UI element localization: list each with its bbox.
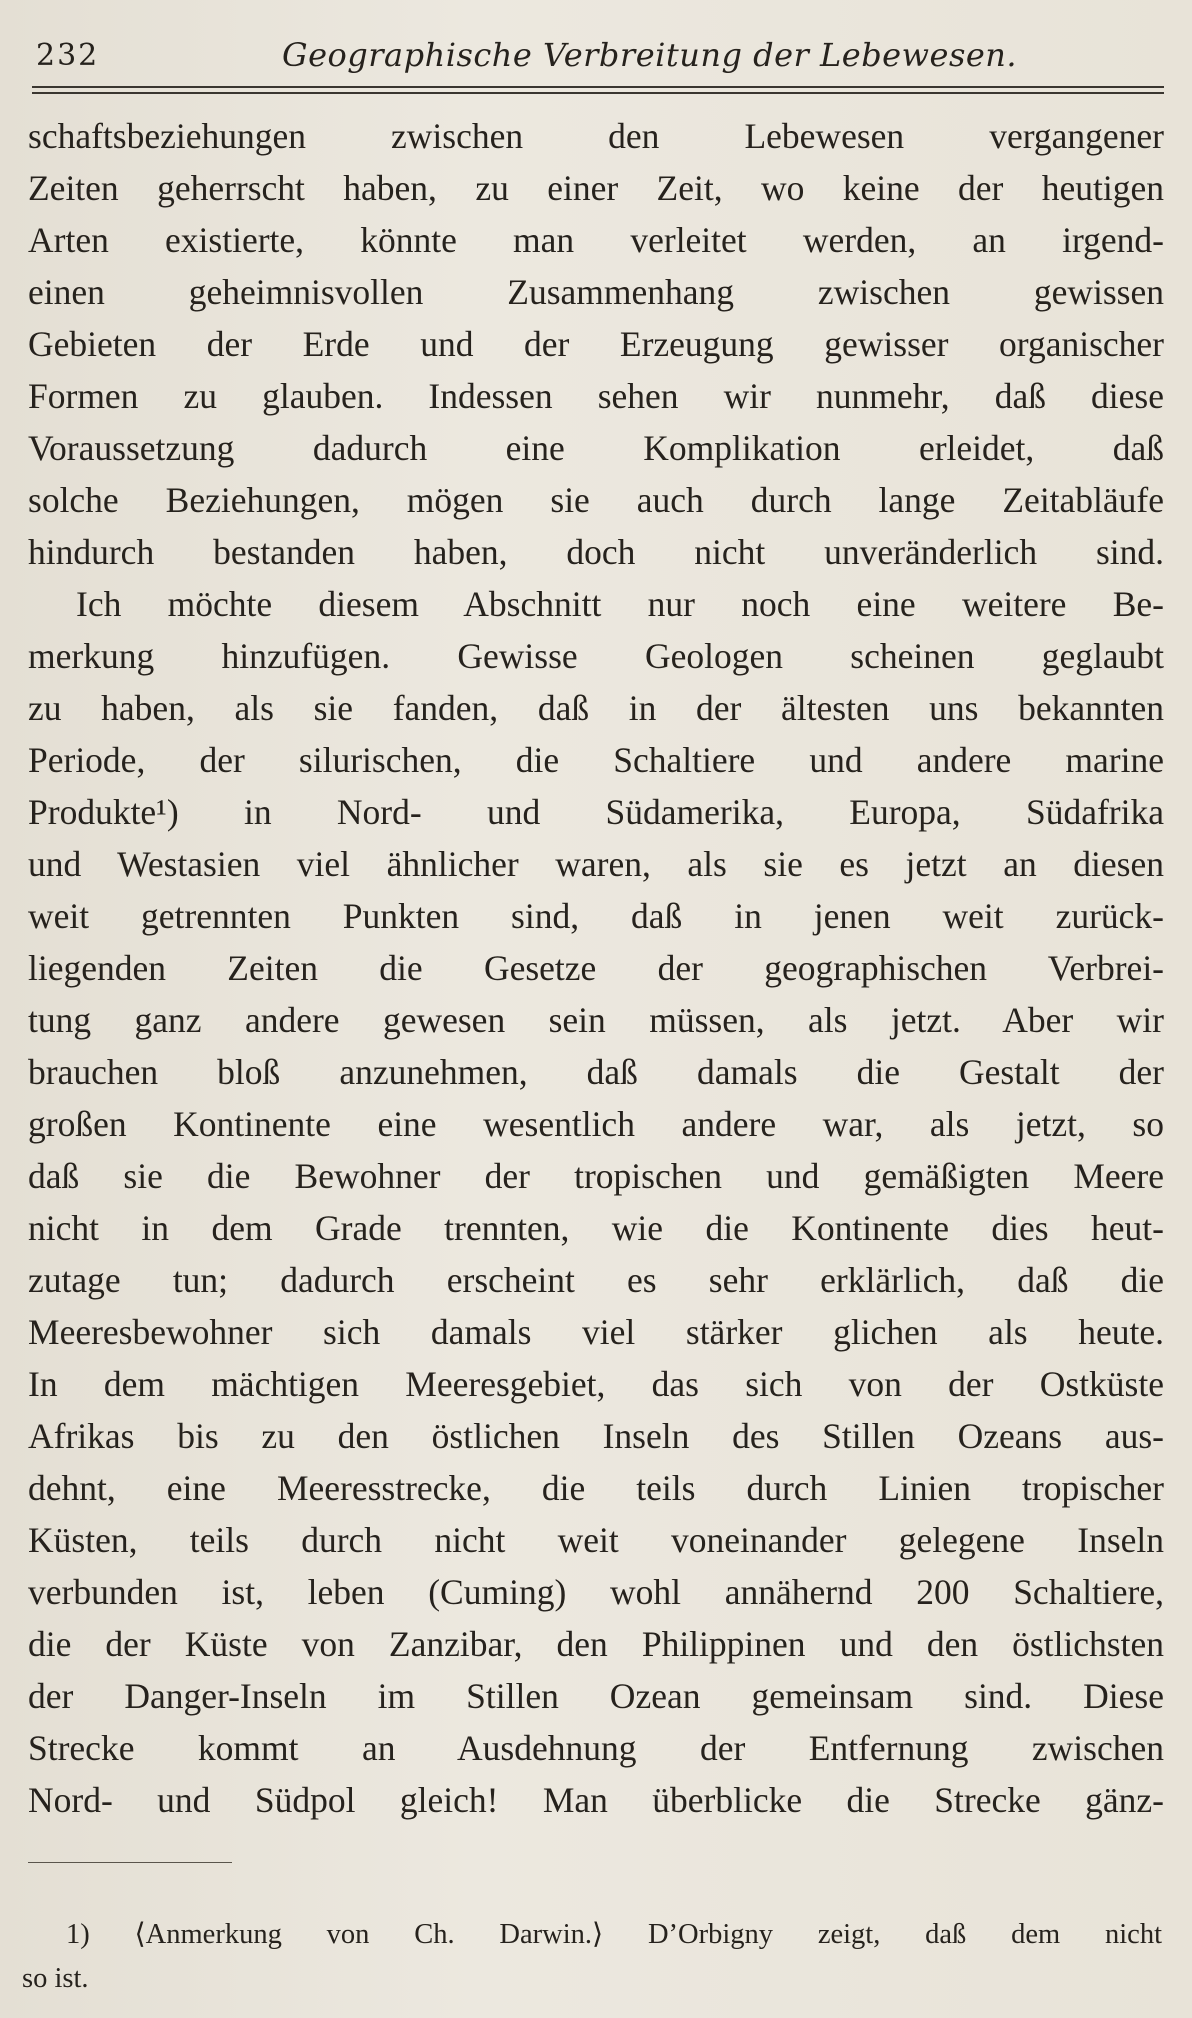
text-line: Afrikas bis zu den östlichen Inseln des Stillen Ozeans aus- <box>28 1416 1164 1456</box>
text-line: solche Beziehungen, mögen sie auch durch lange Zeitabläufe <box>28 480 1164 520</box>
running-title: Geographische Verbreitung der Lebewesen. <box>282 36 1018 74</box>
footnotes <box>22 1913 1162 2001</box>
text-line: verbunden ist, leben (Cuming) wohl annähernd 200 Schaltiere, <box>28 1572 1164 1612</box>
header-rule-top <box>32 86 1164 88</box>
text-line: der Danger-Inseln im Stillen Ozean gemeinsam sind. Diese <box>28 1676 1164 1716</box>
text-line: zu haben, als sie fanden, daß in der ältesten uns bekannten <box>28 688 1164 728</box>
text-line: Zeiten geherrscht haben, zu einer Zeit, wo keine der heutigen <box>28 168 1164 208</box>
text-line: In dem mächtigen Meeresgebiet, das sich von der Ostküste <box>28 1364 1164 1404</box>
body-text <box>28 110 1164 1826</box>
text-line: merkung hinzufügen. Gewisse Geologen scheinen geglaubt <box>28 636 1164 676</box>
text-line: weit getrennten Punkten sind, daß in jenen weit zurück- <box>28 896 1164 936</box>
text-line: einen geheimnisvollen Zusammenhang zwischen gewissen <box>28 272 1164 312</box>
text-line: brauchen bloß anzunehmen, daß damals die Gestalt der <box>28 1052 1164 1092</box>
text-line: zutage tun; dadurch erscheint es sehr erklärlich, daß die <box>28 1260 1164 1300</box>
footnote-line: 1) ⟨Anmerkung von Ch. Darwin.⟩ D’Orbigny zeigt, daß dem nicht <box>66 1919 1162 1950</box>
text-line: daß sie die Bewohner der tropischen und gemäßigten Meere <box>28 1156 1164 1196</box>
footnote-rule <box>28 1862 232 1863</box>
text-line: Nord- und Südpol gleich! Man überblicke die Strecke gänz- <box>28 1780 1164 1820</box>
text-line: Arten existierte, könnte man verleitet werden, an irgend- <box>28 220 1164 260</box>
text-line: dehnt, eine Meeresstrecke, die teils durch Linien tropischer <box>28 1468 1164 1508</box>
text-line: Periode, der silurischen, die Schaltiere und andere marine <box>28 740 1164 780</box>
text-line: hindurch bestanden haben, doch nicht unveränderlich sind. <box>28 532 1164 572</box>
text-line: tung ganz andere gewesen sein müssen, als jetzt. Aber wir <box>28 1000 1164 1040</box>
text-line: Meeresbewohner sich damals viel stärker glichen als heute. <box>28 1312 1164 1352</box>
text-line: großen Kontinente eine wesentlich andere war, als jetzt, so <box>28 1104 1164 1144</box>
text-line: nicht in dem Grade trennten, wie die Kontinente dies heut- <box>28 1208 1164 1248</box>
text-line: liegenden Zeiten die Gesetze der geographischen Verbrei- <box>28 948 1164 988</box>
text-line: die der Küste von Zanzibar, den Philippinen und den östlichsten <box>28 1624 1164 1664</box>
page-number: 232 <box>36 38 100 73</box>
text-line: Produkte¹) in Nord- und Südamerika, Europa, Südafrika <box>28 792 1164 832</box>
paragraph-start-line: Ich möchte diesem Abschnitt nur noch eine weitere Be- <box>76 584 1164 624</box>
text-line: Formen zu glauben. Indessen sehen wir nunmehr, daß diese <box>28 376 1164 416</box>
text-line: Gebieten der Erde und der Erzeugung gewisser organischer <box>28 324 1164 364</box>
text-line: Strecke kommt an Ausdehnung der Entfernung zwischen <box>28 1728 1164 1768</box>
text-line: Küsten, teils durch nicht weit voneinander gelegene Inseln <box>28 1520 1164 1560</box>
footnote-line: so ist. <box>22 1963 89 1994</box>
text-line: und Westasien viel ähnlicher waren, als sie es jetzt an diesen <box>28 844 1164 884</box>
page-header <box>32 30 1160 80</box>
text-line: Voraussetzung dadurch eine Komplikation erleidet, daß <box>28 428 1164 468</box>
header-rule-bottom <box>32 92 1164 94</box>
text-line: schaftsbeziehungen zwischen den Lebewesen vergangener <box>28 116 1164 156</box>
